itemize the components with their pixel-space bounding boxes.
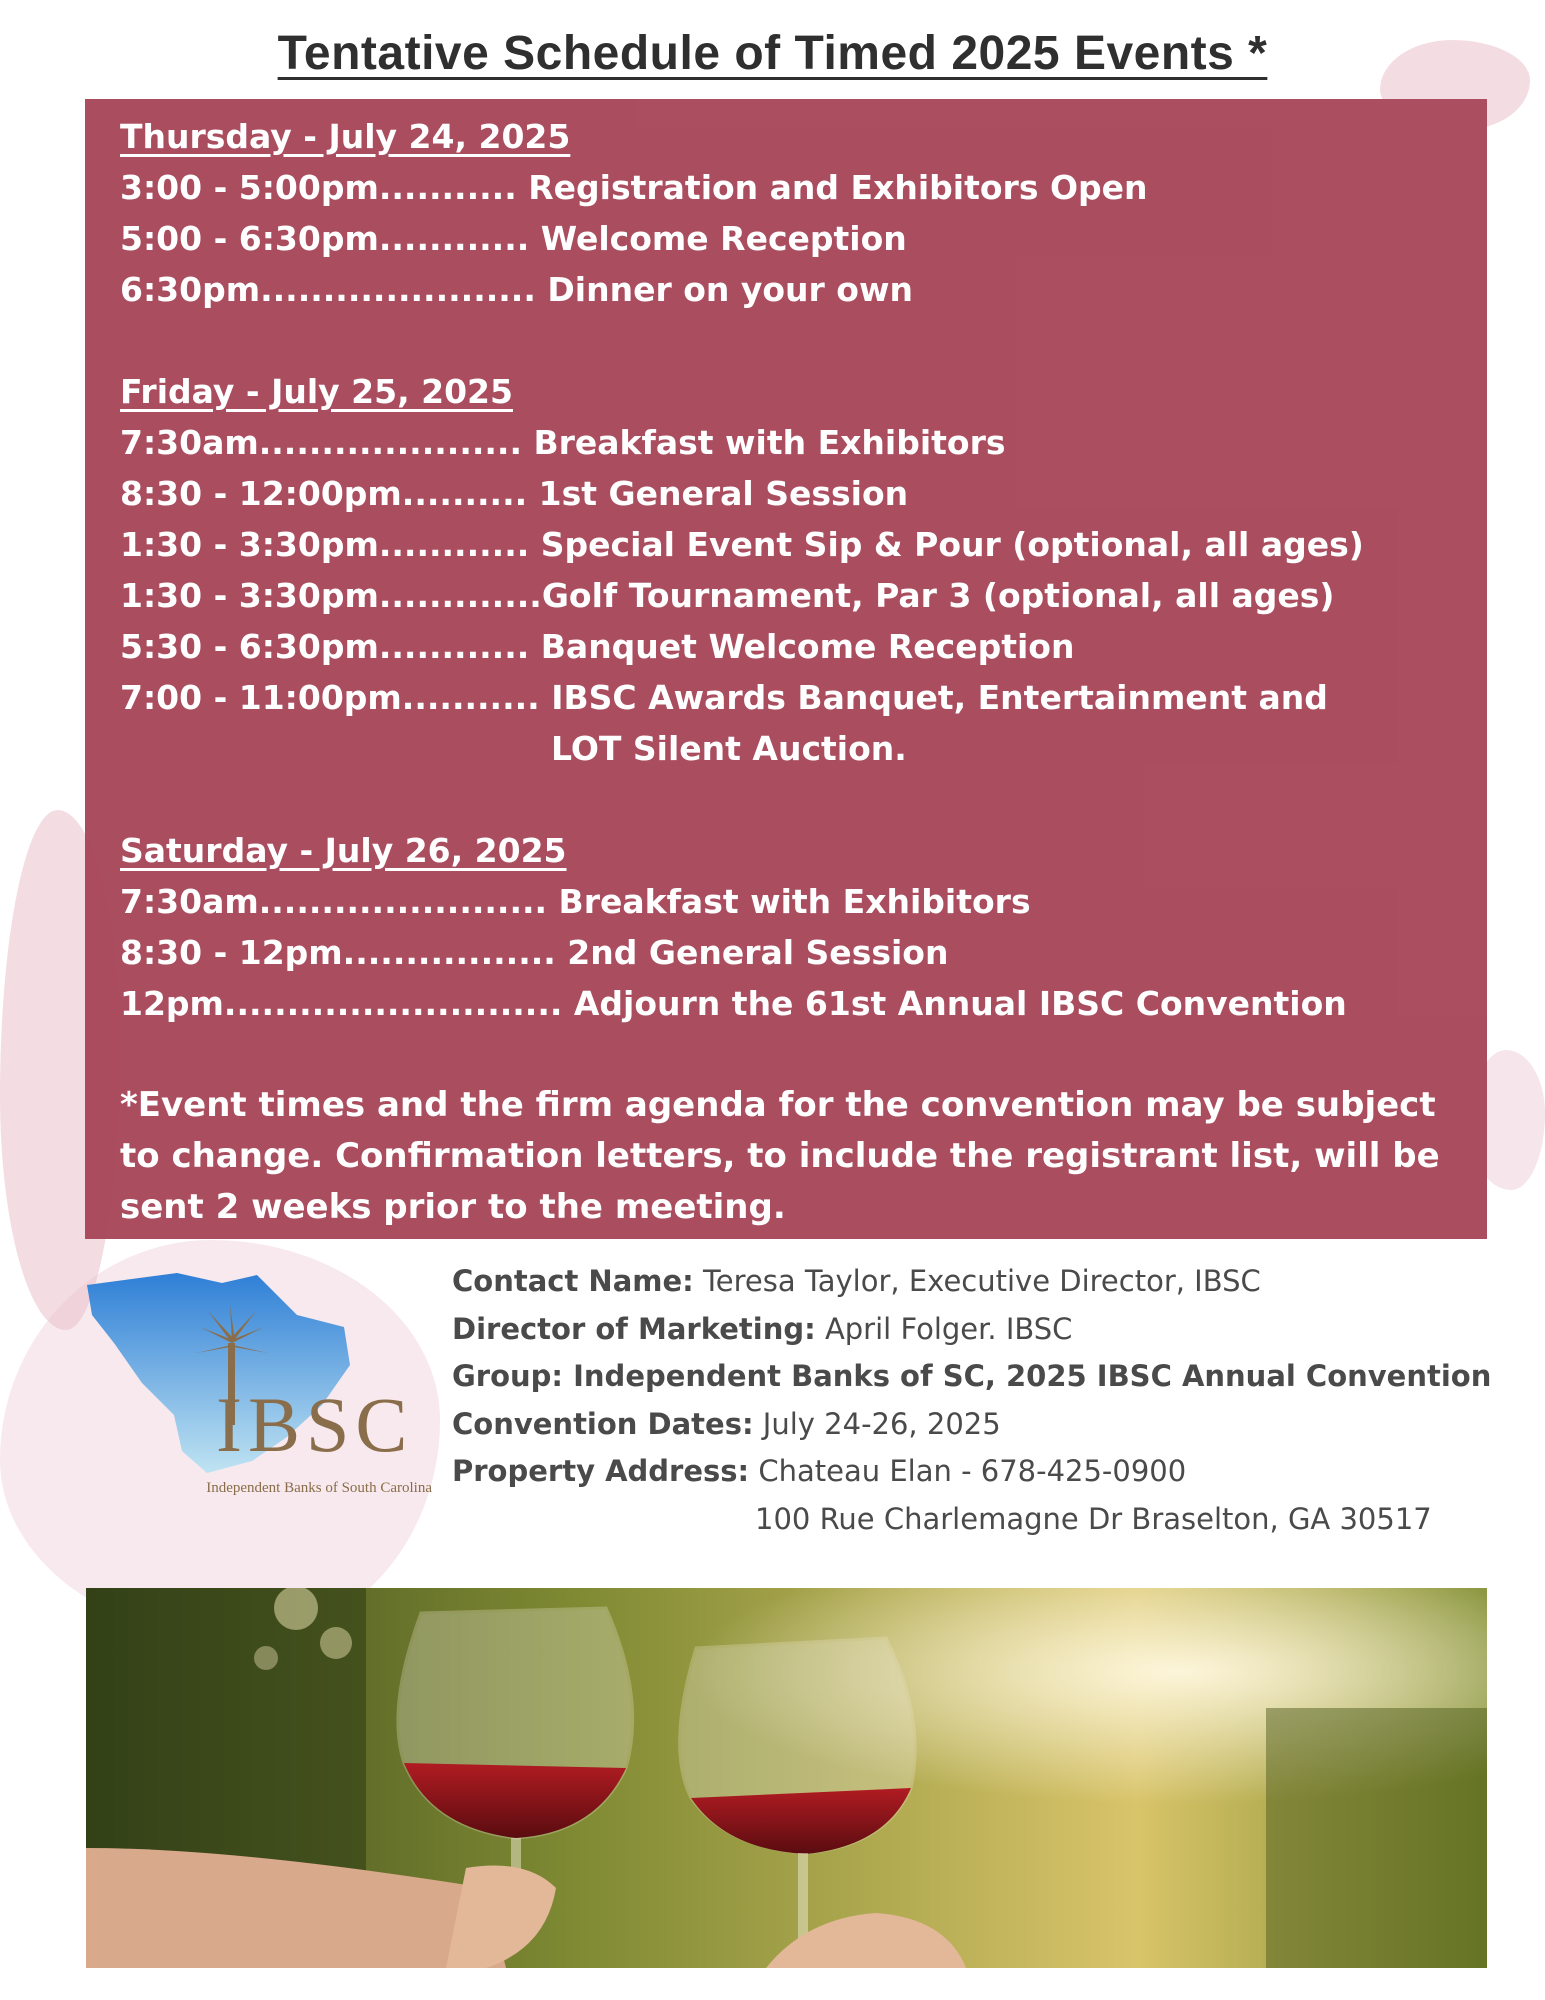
contact-row (452, 1258, 1512, 1306)
dates-value: July 24-26, 2025 (762, 1406, 1001, 1441)
schedule-item: 8:30 - 12:00pm.......... 1st General Session (120, 474, 909, 513)
marketing-row (452, 1306, 1512, 1354)
wine-glasses-image (86, 1588, 1487, 1968)
marketing-value: April Folger. IBSC (824, 1311, 1073, 1346)
schedule-item: 8:30 - 12pm................. 2nd General Session (120, 933, 949, 972)
address-label: Property Address: (452, 1454, 750, 1488)
schedule-item-continuation: LOT Silent Auction. (551, 729, 907, 768)
schedule-item: 7:30am..................... Breakfast with Exhibitors (120, 423, 1006, 462)
schedule-item: 3:00 - 5:00pm........... Registration and Exhibitors Open (120, 168, 1148, 207)
schedule-item: 7:00 - 11:00pm........... IBSC Awards Banquet, Entertainment and (120, 678, 1328, 717)
logo-mark: IBSC (216, 1381, 414, 1468)
schedule-item: 7:30am....................... Breakfast with Exhibitors (120, 882, 1031, 921)
schedule-text (120, 111, 1470, 1233)
schedule-item: 5:30 - 6:30pm............ Banquet Welcome Reception (120, 627, 1075, 666)
day-heading-thursday: Thursday - July 24, 2025 (120, 117, 571, 156)
wine-toast-photo (86, 1588, 1487, 1968)
logo-caption: Independent Banks of South Carolina (206, 1480, 432, 1496)
schedule-disclaimer: *Event times and the firm agenda for the convention may be subject to change. Confirmation letters, to include the registrant list, will be sent 2 weeks prior to the meeting. (120, 1085, 1440, 1227)
ibsc-logo (82, 1265, 432, 1515)
contact-info (452, 1258, 1512, 1543)
page-title: Tentative Schedule of Timed 2025 Events * (277, 27, 1268, 80)
contact-label: Contact Name: (452, 1264, 694, 1298)
group-line: Group: Independent Banks of SC, 2025 IBSC Annual Convention (452, 1359, 1492, 1393)
schedule-item: 1:30 - 3:30pm............ Special Event Sip & Pour (optional, all ages) (120, 525, 1364, 564)
day-heading-saturday: Saturday - July 26, 2025 (120, 831, 567, 870)
contact-value: Teresa Taylor, Executive Director, IBSC (702, 1264, 1261, 1298)
schedule-item: 12pm........................... Adjourn the 61st Annual IBSC Convention (120, 984, 1347, 1023)
address-line-1: Chateau Elan - 678-425-0900 (758, 1454, 1187, 1488)
day-heading-friday: Friday - July 25, 2025 (120, 372, 513, 411)
address-row (452, 1448, 1512, 1496)
marketing-label: Director of Marketing: (452, 1311, 816, 1346)
schedule-item: 6:30pm...................... Dinner on your own (120, 270, 913, 309)
schedule-panel (85, 99, 1487, 1239)
dates-row (452, 1401, 1512, 1449)
address-line-2: 100 Rue Charlemagne Dr Braselton, GA 30517 (755, 1501, 1432, 1536)
schedule-item: 5:00 - 6:30pm............ Welcome Reception (120, 219, 907, 258)
dates-label: Convention Dates: (452, 1406, 754, 1441)
schedule-item: 1:30 - 3:30pm.............Golf Tournament, Par 3 (optional, all ages) (120, 576, 1335, 615)
